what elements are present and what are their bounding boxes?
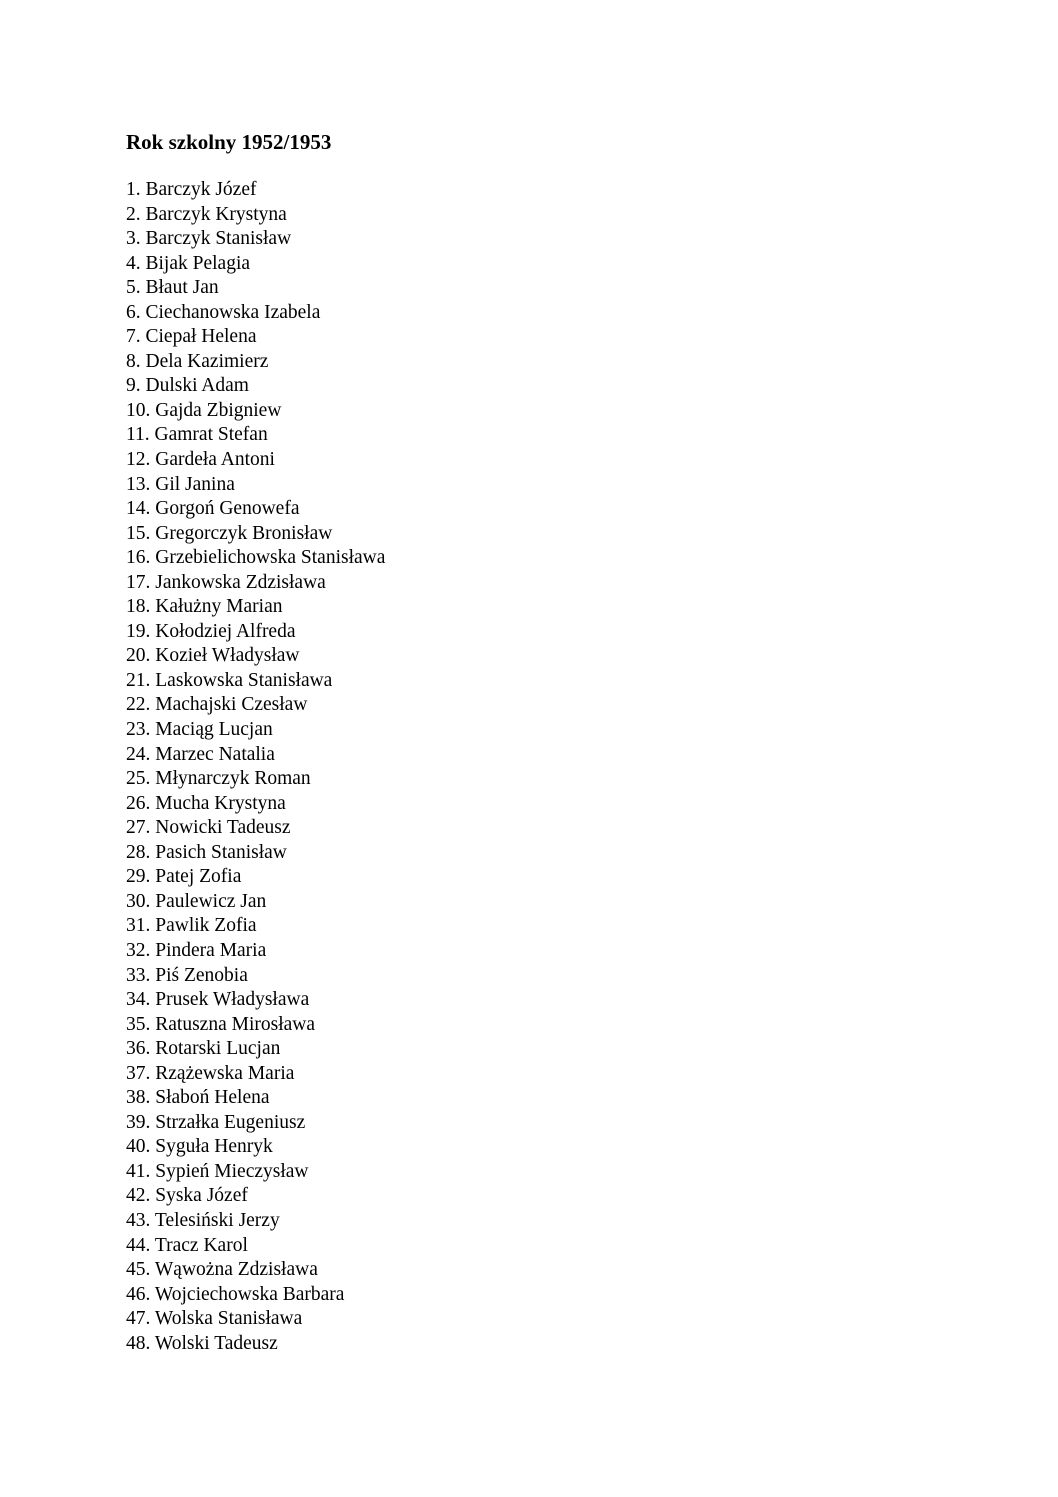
list-item: 48. Wolski Tadeusz: [126, 1332, 278, 1354]
list-item: 39. Strzałka Eugeniusz: [126, 1111, 306, 1133]
list-item: 8. Dela Kazimierz: [126, 350, 269, 372]
list-item: 36. Rotarski Lucjan: [126, 1038, 281, 1060]
list-item: 24. Marzec Natalia: [126, 743, 275, 765]
list-item: 27. Nowicki Tadeusz: [126, 817, 291, 839]
list-item: 2. Barczyk Krystyna: [126, 203, 287, 225]
list-item: 15. Gregorczyk Bronisław: [126, 522, 333, 544]
list-item: 34. Prusek Władysława: [126, 989, 310, 1011]
list-item: 22. Machajski Czesław: [126, 694, 308, 716]
list-item: 29. Patej Zofia: [126, 866, 242, 888]
list-item: 43. Telesiński Jerzy: [126, 1209, 280, 1231]
list-item: 45. Wąwożna Zdzisława: [126, 1259, 318, 1281]
list-item: 46. Wojciechowska Barbara: [126, 1283, 345, 1305]
list-item: 19. Kołodziej Alfreda: [126, 620, 296, 642]
list-item: 40. Syguła Henryk: [126, 1136, 273, 1158]
list-item: 13. Gil Janina: [126, 473, 235, 495]
list-item: 6. Ciechanowska Izabela: [126, 301, 321, 323]
list-item: 31. Pawlik Zofia: [126, 915, 257, 937]
list-item: 28. Pasich Stanisław: [126, 841, 287, 863]
list-item: 42. Syska Józef: [126, 1185, 248, 1207]
list-item: 4. Bijak Pelagia: [126, 252, 251, 274]
list-item: 12. Gardeła Antoni: [126, 449, 275, 471]
list-item: 7. Ciepał Helena: [126, 326, 257, 348]
list-item: 20. Kozieł Władysław: [126, 645, 300, 667]
list-item: 32. Pindera Maria: [126, 939, 267, 961]
list-item: 3. Barczyk Stanisław: [126, 228, 292, 250]
page-title: Rok szkolny 1952/1953: [126, 130, 332, 154]
list-item: 21. Laskowska Stanisława: [126, 669, 333, 691]
list-item: 17. Jankowska Zdzisława: [126, 571, 326, 593]
list-item: 10. Gajda Zbigniew: [126, 399, 282, 421]
list-item: 1. Barczyk Józef: [126, 179, 257, 200]
list-item: 33. Piś Zenobia: [126, 964, 248, 986]
student-list: [126, 178, 385, 1356]
list-item: 16. Grzebielichowska Stanisława: [126, 547, 386, 569]
list-item: 11. Gamrat Stefan: [126, 424, 268, 446]
list-item: 9. Dulski Adam: [126, 375, 249, 397]
list-item: 5. Błaut Jan: [126, 277, 219, 299]
list-item: 37. Rzążewska Maria: [126, 1062, 295, 1084]
list-item: 30. Paulewicz Jan: [126, 890, 267, 912]
list-item: 47. Wolska Stanisława: [126, 1308, 303, 1330]
list-item: 35. Ratuszna Mirosława: [126, 1013, 316, 1035]
list-item: 18. Kałużny Marian: [126, 596, 283, 618]
list-item: 38. Słaboń Helena: [126, 1087, 270, 1109]
list-item: 14. Gorgoń Genowefa: [126, 498, 300, 520]
list-item: 26. Mucha Krystyna: [126, 792, 286, 814]
list-item: 44. Tracz Karol: [126, 1234, 248, 1256]
list-item: 23. Maciąg Lucjan: [126, 719, 273, 741]
list-item: 25. Młynarczyk Roman: [126, 768, 311, 790]
list-item: 41. Sypień Mieczysław: [126, 1160, 309, 1182]
